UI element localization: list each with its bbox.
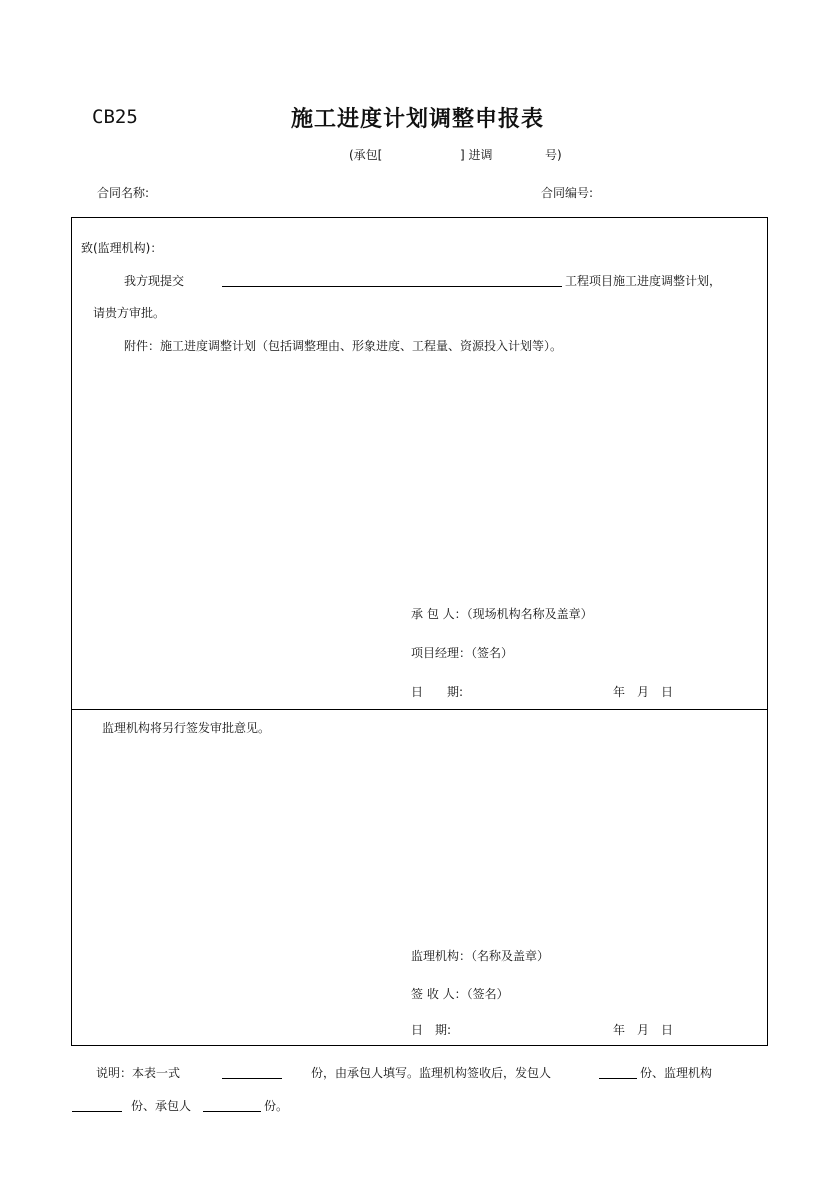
supervisor-opinion: 监理机构将另行签发审批意见。 <box>102 721 271 735</box>
copies-employer-field[interactable] <box>599 1078 637 1079</box>
contract-number-label: 合同编号: <box>541 186 594 200</box>
note-prefix: 说明：本表一式 <box>96 1066 181 1080</box>
page-title: 施工进度计划调整申报表 <box>291 107 545 132</box>
copies-total-field[interactable] <box>222 1078 282 1079</box>
receiver-label: 签 收 人：（签名） <box>411 987 509 1001</box>
request-text: 请贵方审批。 <box>93 306 166 320</box>
section-divider <box>71 709 768 710</box>
copies-contractor-field[interactable] <box>203 1111 261 1112</box>
manager-label: 项目经理：（签名） <box>411 646 514 660</box>
submit-prefix: 我方现提交 <box>124 274 185 288</box>
copies-supervisor-field[interactable] <box>72 1111 122 1112</box>
contract-name-label: 合同名称: <box>97 186 150 200</box>
date-ymd-1: 年 月 日 <box>613 685 674 699</box>
date-label-1: 日 期: <box>411 685 464 699</box>
note-line2-mid: 份、承包人 <box>131 1099 192 1113</box>
submit-suffix: 工程项目施工进度调整计划， <box>565 274 722 288</box>
contractor-label: 承 包 人：（现场机构名称及盖章） <box>411 607 593 621</box>
note-end: 份。 <box>264 1099 289 1113</box>
date-label-2: 日 期: <box>411 1023 452 1037</box>
note-mid2: 份、监理机构 <box>640 1066 713 1080</box>
addressee: 致(监理机构)： <box>81 241 163 255</box>
form-code: CB25 <box>92 106 138 128</box>
note-mid: 份，由承包人填写。监理机构签收后，发包人 <box>311 1066 552 1080</box>
subtitle-open: (承包[ <box>349 148 383 162</box>
attachment-text: 附件：施工进度调整计划（包括调整理由、形象进度、工程量、资源投入计划等）。 <box>124 339 563 353</box>
date-ymd-2: 年 月 日 <box>613 1023 674 1037</box>
project-name-field[interactable] <box>222 286 562 287</box>
supervisor-org-label: 监理机构：（名称及盖章） <box>411 949 550 963</box>
subtitle-mid: ] 进调 <box>460 148 493 162</box>
subtitle-close: 号) <box>545 148 562 162</box>
